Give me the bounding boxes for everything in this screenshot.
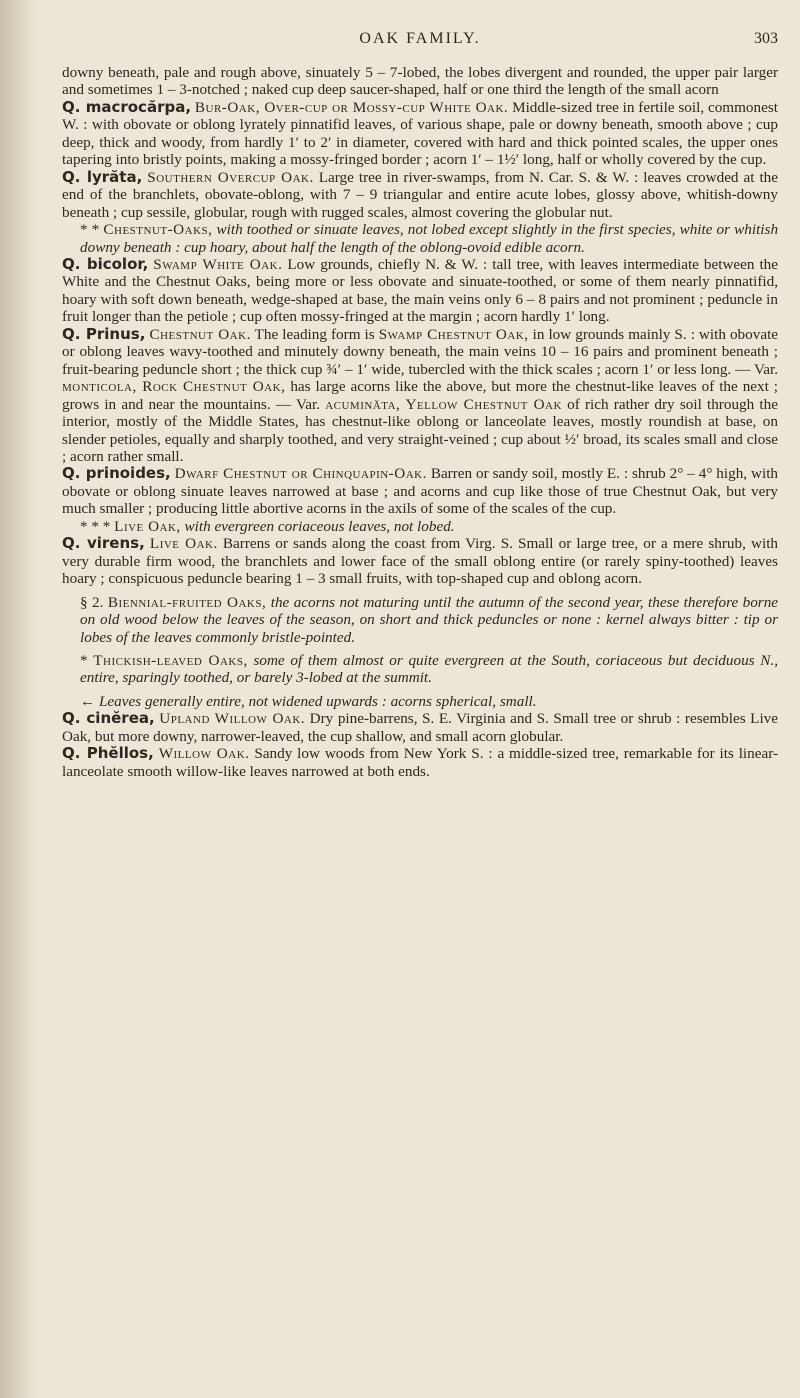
common-name: Upland Willow Oak. xyxy=(159,710,306,728)
species-name: Q. bicolor, xyxy=(62,254,149,273)
common-name: Dwarf Chestnut or Chinquapin-Oak. xyxy=(174,465,427,483)
page-header xyxy=(62,30,778,56)
species-name: Q. lyrăta, xyxy=(62,167,143,186)
continued-text: downy beneath, pale and rough above, sinuately 5 – 7-lobed, the lobes divergent and rounded, the upper pair larger and sometimes 1 – 3-notched ; naked cup deep saucer-shaped, half or one third the length of the small acorn xyxy=(62,64,778,99)
page-body xyxy=(62,64,778,780)
entry-phellos xyxy=(62,745,778,780)
species-description: Barrens or sands along the coast from Virg. S. Small or large tree, or a mere shrub, with very durable firm wood, the branchlets and lower face of the small oblong entire (or rarely spiny-toothed) leaves hoary ; conspicuous peduncle bearing 1 – 3 small fruits, with top-shaped cup and oblong acorn. xyxy=(62,535,779,588)
section-mark: § 2. xyxy=(80,593,104,611)
entry-prinoides xyxy=(62,465,778,517)
group-stars: * xyxy=(80,651,88,669)
group-stars: * * xyxy=(80,221,100,239)
group-heading-live-oak xyxy=(62,518,778,535)
group-stars: * * * xyxy=(80,517,111,535)
entry-lyrata xyxy=(62,169,778,221)
species-name: Q. virens, xyxy=(62,534,145,553)
species-description: Sandy low woods from New York S. : a middle-sized tree, remarkable for its linear-lanceolate smooth willow-like leaves narrowed at both ends. xyxy=(62,745,779,780)
entry-bicolor xyxy=(62,256,778,326)
species-description: has large acorns like the above, but more the chestnut-like leaves of the next ; grows in and near the mountains. — Var. xyxy=(62,378,779,413)
species-name: Q. cinĕrea, xyxy=(62,709,155,728)
species-description: Large tree in river-swamps, from N. Car. S. & W. : leaves crowded at the end of the branchlets, obovate-oblong, with 7 – 9 triangular and entire acute lobes, glossy above, whitish-downy beneath ; cup sessile, globular, rough with rugged scales, almost covering the globular nut. xyxy=(62,168,778,221)
species-name: Q. macrocărpa, xyxy=(62,97,192,116)
subgroup-description: Leaves generally entire, not widened upwards : acorns spherical, small. xyxy=(98,692,537,710)
section-description: the acorns not maturing until the autumn of the second year, these therefore borne on old wood below the leaves of the season, on short and thick peduncles or none : kernel always bitter : tip or lobes of the leaves commonly bristle-pointed. xyxy=(80,593,779,646)
group-description: some of them almost or quite evergreen at the South, coriaceous but deciduous N., entire, sparingly toothed, or barely 3-lobed at the summit. xyxy=(80,651,778,687)
species-name: Q. Prinus, xyxy=(62,324,146,343)
group-description: with toothed or sinuate leaves, not lobed except slightly in the first species, white or whitish downy beneath : cup hoary, about half the length of the oblong-ovoid edible acorn. xyxy=(80,221,779,256)
common-name: Bur-Oak, Over-cup or Mossy-cup White Oak. xyxy=(194,98,509,116)
common-name: Chestnut Oak. xyxy=(149,325,251,343)
group-heading-thickish xyxy=(62,652,778,687)
species-description: Middle-sized tree in fertile soil, commonest W. : with obovate or oblong lyrately pinnatifid leaves, of various shape, pale or downy beneath, smooth above ; cup deep, thick and woody, from hardly 1′ to 2′ in diameter, covered with hard and thick pointed scales, the upper ones tapering into bristly points, making a mossy-fringed border ; acorn 1′ – 1½′ long, half or wholly covered by the cup. xyxy=(62,98,778,169)
species-name: Q. prinoides, xyxy=(62,464,171,483)
page-number: 303 xyxy=(754,30,778,47)
common-name: Swamp White Oak. xyxy=(153,255,283,273)
group-heading-chestnut-oaks xyxy=(62,221,778,256)
common-name: Southern Overcup Oak. xyxy=(147,168,314,186)
entry-macrocarpa xyxy=(62,99,778,169)
species-description: in low grounds mainly S. : with obovate or oblong leaves wavy-toothed and minutely downy beneath, the main veins 10 – 16 pairs and prominent beneath ; fruit-bearing peduncle short ; the thick cup ¾′ – 1′ wide, tubercled with the thick scales ; acorn 1′ or less long. — Var. xyxy=(62,325,779,378)
entry-prinus xyxy=(62,326,778,466)
group-title: Chestnut-Oaks, xyxy=(103,221,213,239)
species-name: Q. Phĕllos, xyxy=(62,744,154,763)
variety-name: acuminăta, Yellow Chestnut Oak xyxy=(325,395,562,413)
subgroup-mark: ← xyxy=(80,692,96,710)
species-description: Low grounds, chiefly N. & W. : tall tree, with leaves intermediate between the White and the Chestnut Oaks, being more or less obovate and sinuate-toothed, or some of them nearly pinnatifid, hoary with soft down beneath, wedge-shaped at base, the main veins only 6 – 8 pairs and not prominent ; peduncle in fruit longer than the petiole ; cup often mossy-fringed at the margin ; acorn hardly 1′ long. xyxy=(62,255,779,326)
subgroup-heading-entire xyxy=(62,693,778,710)
species-description: of rich rather dry soil through the interior, mostly of the Middle States, has chestnut-like oblong or lanceolate leaves, mostly roundish at base, on slender petioles, equally and sharply toothed, and very straight-veined ; cup about ½′ broad, its scales small and close ; acorn rather small. xyxy=(62,395,778,465)
species-description: Barren or sandy soil, mostly E. : shrub 2° – 4° high, with obovate or oblong sinuate leaves narrowed at base ; and acorns and cup like those of true Chestnut Oak, but very much smaller ; producing little abortive acorns in the axils of some of the scales of the cup. xyxy=(62,465,779,518)
species-description: Dry pine-barrens, S. E. Virginia and S. Small tree or shrub : resembles Live Oak, but more downy, narrower-leaved, the cup shallow, and small acorn globular. xyxy=(62,710,779,745)
common-name: Live Oak. xyxy=(149,535,218,553)
entry-virens xyxy=(62,535,778,587)
common-name: Willow Oak. xyxy=(158,745,250,763)
entry-cinerea xyxy=(62,710,778,745)
variety-name: monticola, Rock Chestnut Oak, xyxy=(62,378,286,396)
section-heading-biennial xyxy=(62,594,778,646)
species-description: The leading form is xyxy=(254,325,375,343)
continued-paragraph xyxy=(62,64,778,99)
running-head: OAK FAMILY. xyxy=(359,30,481,47)
group-description: with evergreen coriaceous leaves, not lobed. xyxy=(184,517,455,535)
group-title: Live Oak, xyxy=(114,517,181,535)
section-title: Biennial-fruited Oaks, xyxy=(107,593,267,611)
variety-name: Swamp Chestnut Oak, xyxy=(378,325,529,343)
book-page xyxy=(62,30,778,780)
book-gutter-shadow xyxy=(0,0,38,1398)
group-title: Thickish-leaved Oaks, xyxy=(93,651,248,669)
